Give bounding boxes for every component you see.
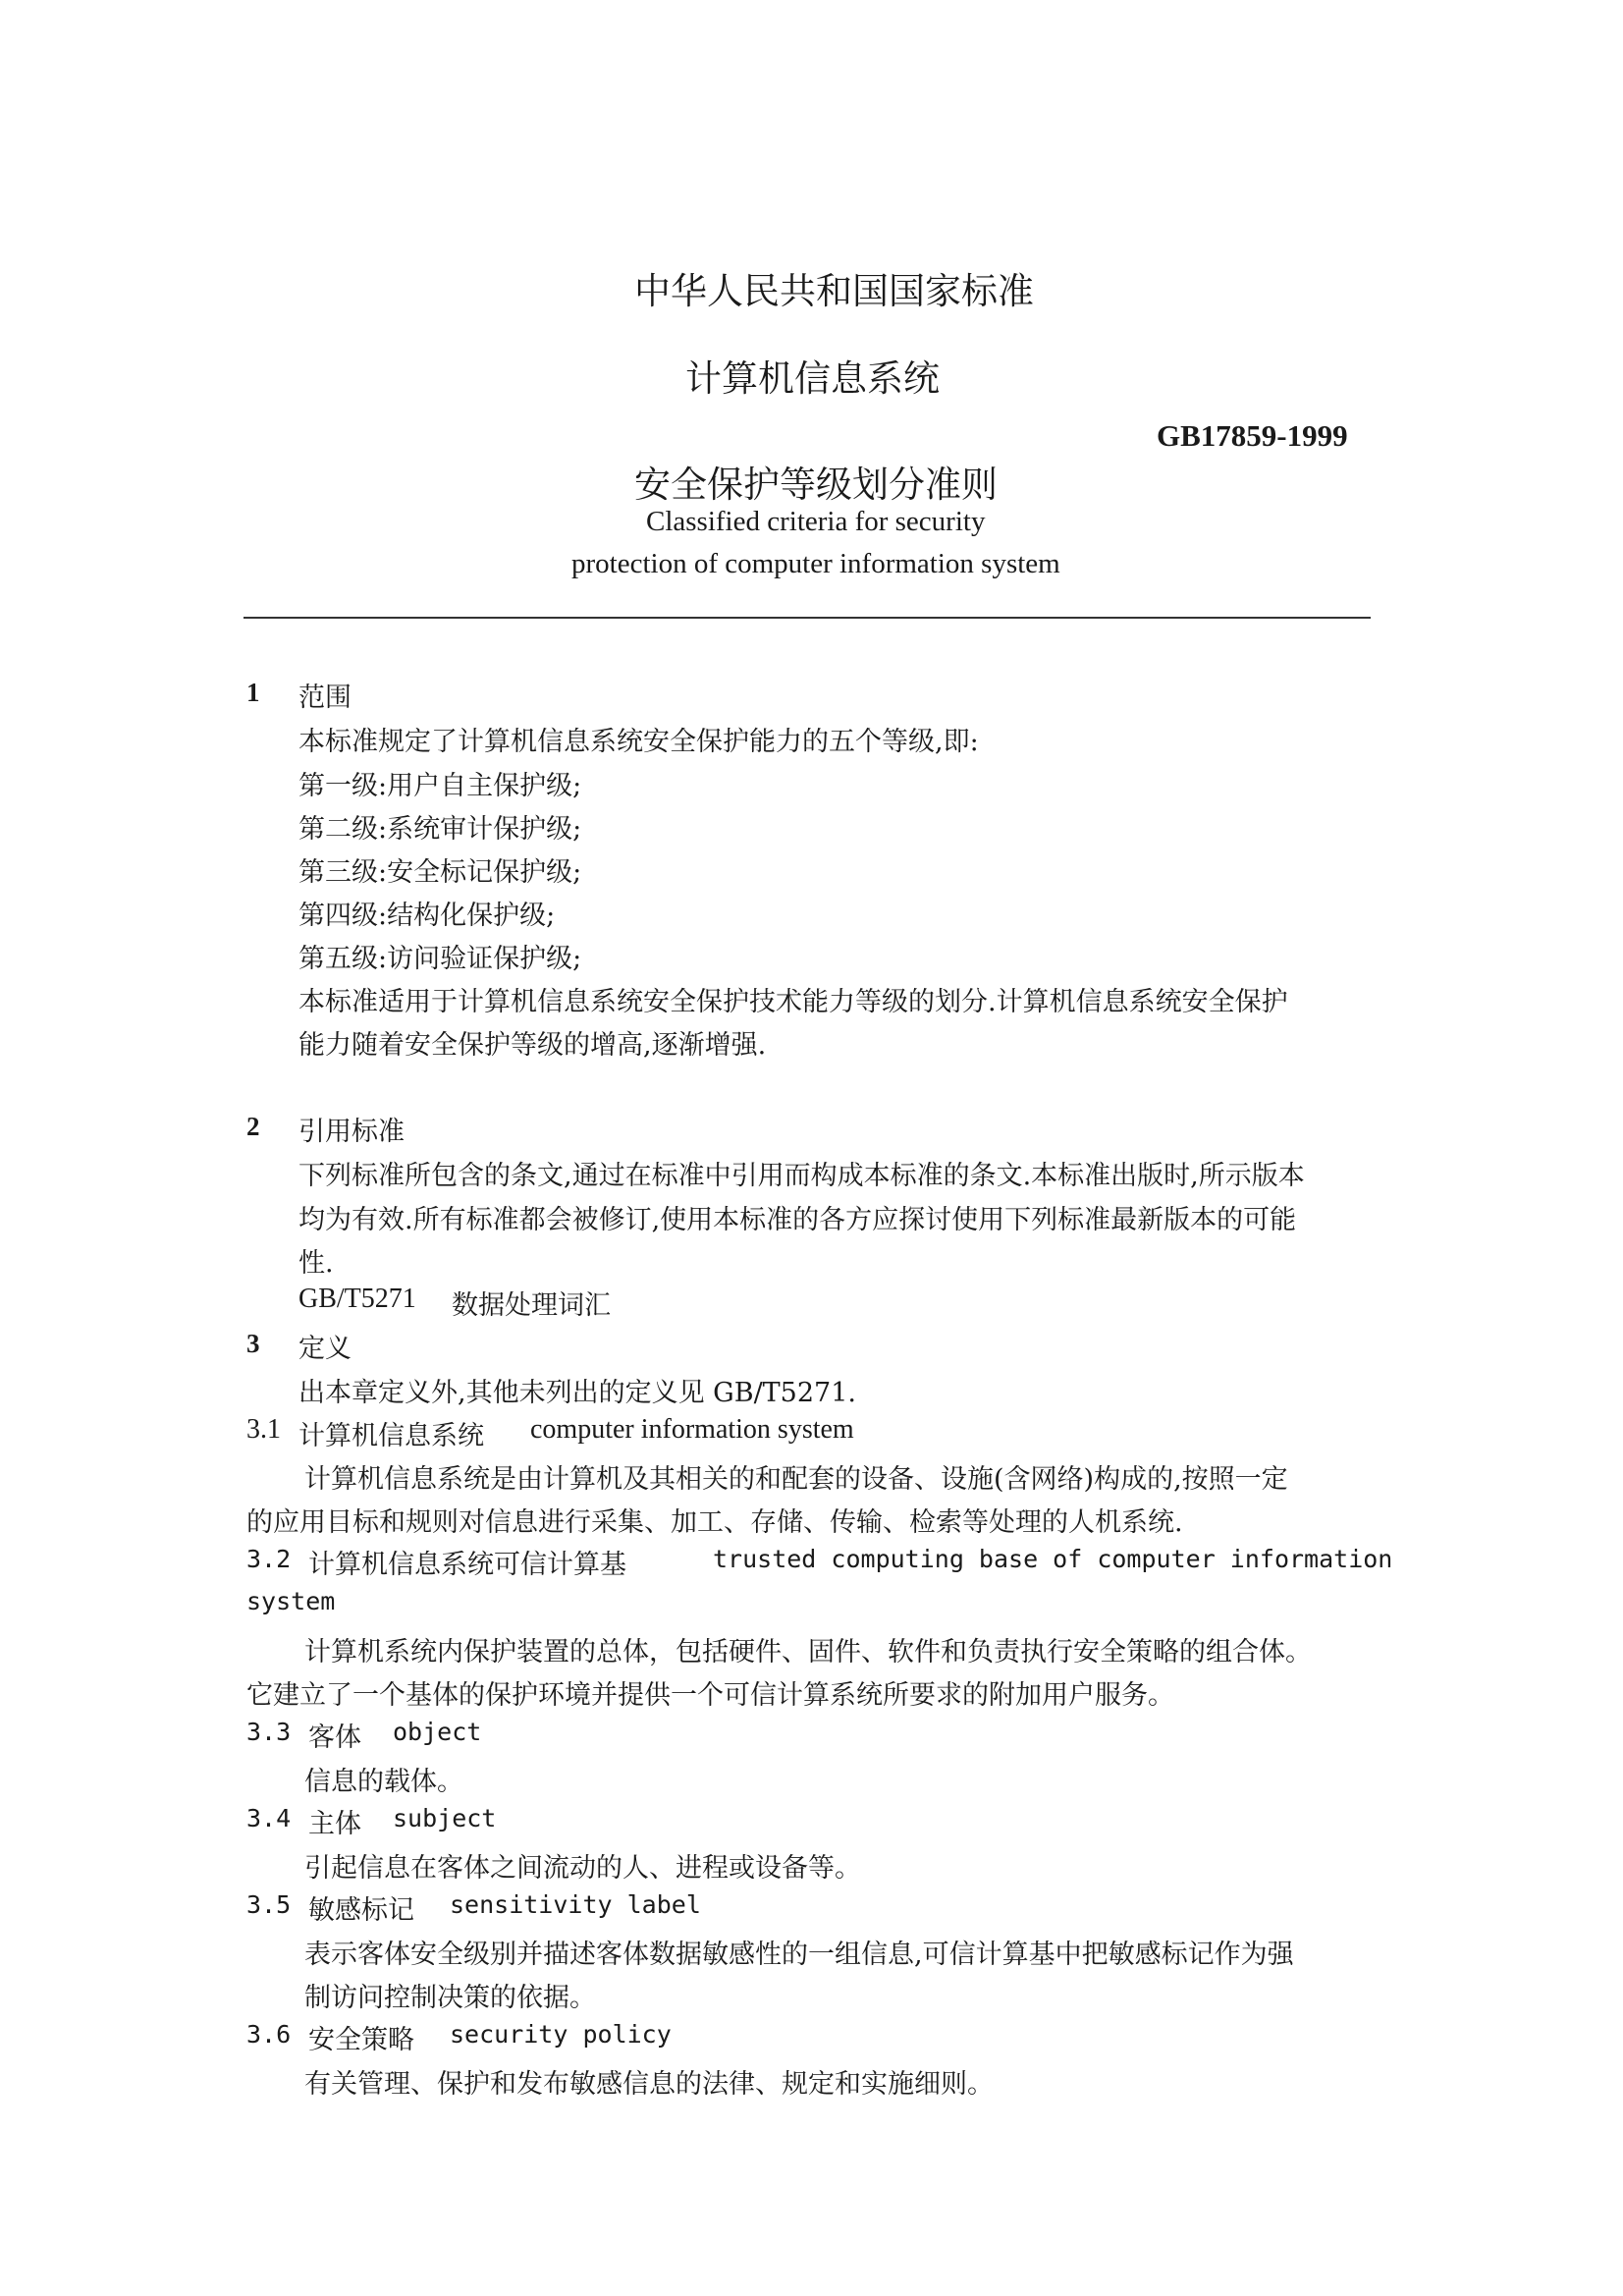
definition-english: sensitivity label — [450, 1890, 701, 1919]
section-number: 3 — [246, 1329, 260, 1358]
section-title: 范围 — [298, 683, 352, 713]
definition-term: 计算机信息系统 — [298, 1421, 484, 1451]
definition-english: subject — [393, 1804, 497, 1832]
english-title-line2: protection of computer information system — [571, 548, 1060, 579]
section-number: 2 — [246, 1112, 260, 1141]
definition-text: 制访问控制决策的依据。 — [304, 1983, 596, 2013]
section-paragraph: 出本章定义外,其他未列出的定义见 GB/T5271. — [298, 1378, 856, 1408]
list-item: 第一级:用户自主保护级; — [298, 771, 582, 801]
english-title-line1: Classified criteria for security — [646, 506, 986, 537]
definition-term: 客体 — [308, 1722, 361, 1753]
section-paragraph: 性. — [298, 1248, 334, 1279]
definition-english: computer information system — [530, 1414, 854, 1445]
definition-text: 计算机信息系统是由计算机及其相关的和配套的设备、设施(含网络)构成的,按照一定 — [304, 1464, 1288, 1495]
definition-number: 3.5 — [246, 1890, 292, 1919]
definition-english: security policy — [450, 2020, 672, 2049]
section-number: 1 — [246, 678, 260, 707]
system-title: 计算机信息系统 — [685, 357, 940, 400]
definition-text: 信息的载体。 — [304, 1767, 463, 1797]
list-item: 第三级:安全标记保护级; — [298, 857, 582, 888]
definition-text: 计算机系统内保护装置的总体，包括硬件、固件、软件和负责执行安全策略的组合体。 — [304, 1637, 1312, 1667]
list-item: 第二级:系统审计保护级; — [298, 814, 582, 845]
definition-text: 表示客体安全级别并描述客体数据敏感性的一组信息,可信计算基中把敏感标记作为强 — [304, 1940, 1294, 1970]
standard-code: GB17859-1999 — [1157, 418, 1348, 453]
section-title: 定义 — [298, 1334, 352, 1364]
section-paragraph: 下列标准所包含的条文,通过在标准中引用而构成本标准的条文.本标准出版时,所示版本 — [298, 1161, 1305, 1191]
list-item: 第四级:结构化保护级; — [298, 901, 556, 931]
reference-code: GB/T5271 — [298, 1284, 416, 1314]
definition-text: 有关管理、保护和发布敏感信息的法律、规定和实施细则。 — [304, 2069, 994, 2100]
standard-title: 中华人民共和国国家标准 — [634, 270, 1034, 312]
section-title: 引用标准 — [298, 1117, 405, 1147]
definition-text: 的应用目标和规则对信息进行采集、加工、存储、传输、检索等处理的人机系统. — [246, 1507, 1183, 1538]
list-item: 第五级:访问验证保护级; — [298, 944, 582, 974]
section-paragraph: 能力随着安全保护等级的增高,逐渐增强. — [298, 1030, 767, 1061]
definition-text: 它建立了一个基体的保护环境并提供一个可信计算系统所要求的附加用户服务。 — [246, 1680, 1174, 1711]
definition-term: 计算机信息系统可信计算基 — [308, 1550, 626, 1580]
section-paragraph: 本标准规定了计算机信息系统安全保护能力的五个等级,即: — [298, 727, 979, 757]
definition-number: 3.3 — [246, 1718, 292, 1746]
definition-number: 3.1 — [246, 1414, 281, 1445]
definition-english: object — [393, 1718, 482, 1746]
criteria-title: 安全保护等级划分准则 — [634, 464, 998, 506]
section-paragraph: 本标准适用于计算机信息系统安全保护技术能力等级的划分.计算机信息系统安全保护 — [298, 987, 1288, 1017]
definition-number: 3.6 — [246, 2020, 292, 2049]
definition-english: system — [246, 1587, 336, 1615]
header-divider — [243, 617, 1371, 619]
definition-english: trusted computing base of computer information — [713, 1545, 1393, 1573]
definition-term: 安全策略 — [308, 2025, 414, 2055]
definition-number: 3.4 — [246, 1804, 292, 1832]
section-paragraph: 均为有效.所有标准都会被修订,使用本标准的各方应探讨使用下列标准最新版本的可能 — [298, 1205, 1297, 1235]
definition-term: 主体 — [308, 1809, 361, 1839]
definition-text: 引起信息在客体之间流动的人、进程或设备等。 — [304, 1853, 861, 1884]
reference-name: 数据处理词汇 — [452, 1290, 611, 1321]
definition-number: 3.2 — [246, 1545, 292, 1573]
definition-term: 敏感标记 — [308, 1895, 414, 1926]
